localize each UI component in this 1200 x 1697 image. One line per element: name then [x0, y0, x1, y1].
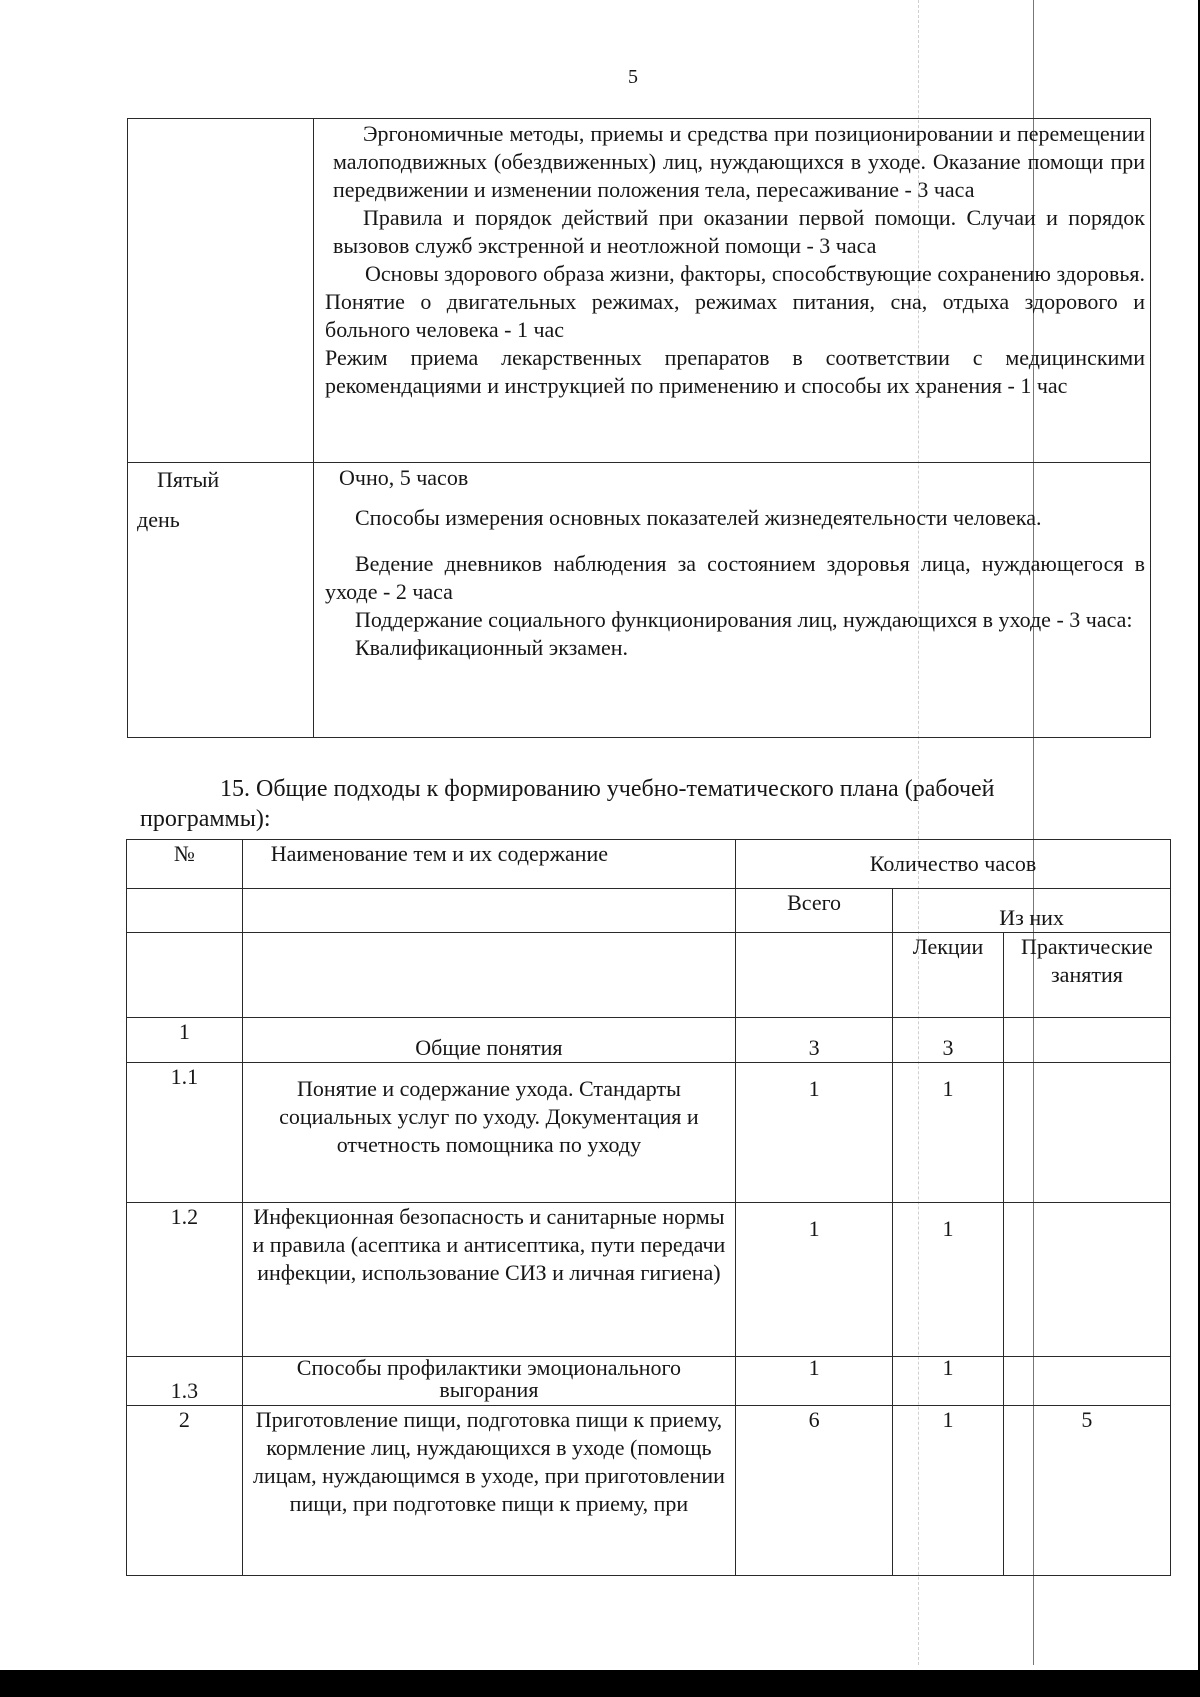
- schedule-day-label: Пятый: [157, 467, 220, 492]
- row-name: Инфекционная безопасность и санитарные нормы и правила (асептика и антисептика, пути передачи инфекции, использование СИЗ и личная гигиена): [242, 1203, 735, 1357]
- section-heading-line: программы):: [140, 806, 271, 832]
- row-total: 1: [736, 1203, 893, 1357]
- row-name: Общие понятия: [242, 1018, 735, 1063]
- col-header-lectures: Лекции: [893, 933, 1004, 1018]
- header-empty-cell: [242, 889, 735, 933]
- schedule-paragraph: Способы измерения основных показателей жизнедеятельности человека.: [355, 505, 1042, 530]
- schedule-paragraph: Поддержание социального функционирования лиц, нуждающихся в уходе - 3 часа:: [355, 607, 1133, 632]
- schedule-paragraph: Квалификационный экзамен.: [355, 635, 629, 660]
- row-lectures: 3: [893, 1018, 1004, 1063]
- row-practice: [1003, 1203, 1170, 1357]
- row-num: 1.1: [127, 1063, 243, 1203]
- plan-header-row: [127, 889, 1171, 933]
- row-practice: [1003, 1018, 1170, 1063]
- section-heading-line: 15. Общие подходы к формированию учебно-тематического плана (рабочей: [220, 776, 995, 802]
- row-name: Понятие и содержание ухода. Стандарты социальных услуг по уходу. Документация и отчетность помощника по уходу: [242, 1063, 735, 1203]
- col-header-of-which: Из них: [893, 889, 1171, 933]
- row-num: 2: [127, 1406, 243, 1576]
- col-header-practice: Практические занятия: [1003, 933, 1170, 1018]
- row-num: 1.2: [127, 1203, 243, 1357]
- schedule-content-cell: [314, 463, 1151, 738]
- row-lectures: 1: [893, 1406, 1004, 1576]
- plan-header-row: [127, 933, 1171, 1018]
- header-empty-cell: [242, 933, 735, 1018]
- row-num: 1: [127, 1018, 243, 1063]
- schedule-day-label: день: [137, 507, 180, 532]
- col-header-name: Наименование тем и их содержание: [242, 840, 735, 889]
- row-name: Способы профилактики эмоционального выгорания: [242, 1357, 735, 1406]
- row-total: 1: [736, 1357, 893, 1406]
- row-practice: 5: [1003, 1406, 1170, 1576]
- row-lectures: 1: [893, 1203, 1004, 1357]
- table-row: [127, 1357, 1171, 1406]
- col-header-total: Всего: [736, 889, 893, 933]
- table-row: [127, 1018, 1171, 1063]
- schedule-paragraph: Ведение дневников наблюдения за состоянием здоровья лица, нуждающегося в уходе - 2 часа: [325, 551, 1145, 604]
- schedule-content-cell: [314, 119, 1151, 463]
- schedule-paragraph: Эргономичные методы, приемы и средства при позиционировании и перемещении малоподвижных (обездвиженных) лиц, нуждающихся в уходе. Оказание помощи при передвижении и изменении положения тела, пересаживание - 3 часа: [333, 121, 1145, 202]
- scan-edge-bottom: [0, 1670, 1200, 1697]
- schedule-day-cell: [128, 463, 314, 738]
- row-num: 1.3: [127, 1357, 243, 1406]
- row-lectures: 1: [893, 1357, 1004, 1406]
- row-name: Приготовление пищи, подготовка пищи к приему, кормление лиц, нуждающихся в уходе (помощь лицам, нуждающимся в уходе, при приготовлении пищи, при подготовке пищи к приему, при: [242, 1406, 735, 1576]
- header-empty-cell: [127, 889, 243, 933]
- col-header-num: №: [127, 840, 243, 889]
- table-row: [127, 1203, 1171, 1357]
- schedule-row: [128, 119, 1151, 463]
- schedule-paragraph: Режим приема лекарственных препаратов в соответствии с медицинскими рекомендациями и инструкцией по применению и способы их хранения - 1 час: [325, 345, 1145, 398]
- plan-table: [126, 839, 1171, 1576]
- schedule-content: [315, 120, 1149, 400]
- page-number: 5: [628, 66, 638, 88]
- row-practice: [1003, 1063, 1170, 1203]
- table-row: [127, 1063, 1171, 1203]
- row-lectures: 1: [893, 1063, 1004, 1203]
- schedule-content: [315, 464, 1149, 662]
- row-practice: [1003, 1357, 1170, 1406]
- header-empty-cell: [736, 933, 893, 1018]
- header-empty-cell: [127, 933, 243, 1018]
- schedule-paragraph: Основы здорового образа жизни, факторы, способствующие сохранению здоровья. Понятие о двигательных режимах, режимах питания, сна, отдыха здорового и больного человека - 1 час: [325, 261, 1145, 342]
- plan-header-row: [127, 840, 1171, 889]
- schedule-day-cell: [128, 119, 314, 463]
- schedule-paragraph: Правила и порядок действий при оказании первой помощи. Случаи и порядок вызовов служб экстренной и неотложной помощи - 3 часа: [333, 205, 1145, 258]
- row-total: 3: [736, 1018, 893, 1063]
- row-total: 1: [736, 1063, 893, 1203]
- section-heading: [140, 774, 1100, 834]
- schedule-row: [128, 463, 1151, 738]
- schedule-table: [127, 118, 1151, 738]
- table-row: [127, 1406, 1171, 1576]
- schedule-paragraph: Очно, 5 часов: [339, 465, 469, 490]
- row-total: 6: [736, 1406, 893, 1576]
- col-header-hours: Количество часов: [736, 840, 1171, 889]
